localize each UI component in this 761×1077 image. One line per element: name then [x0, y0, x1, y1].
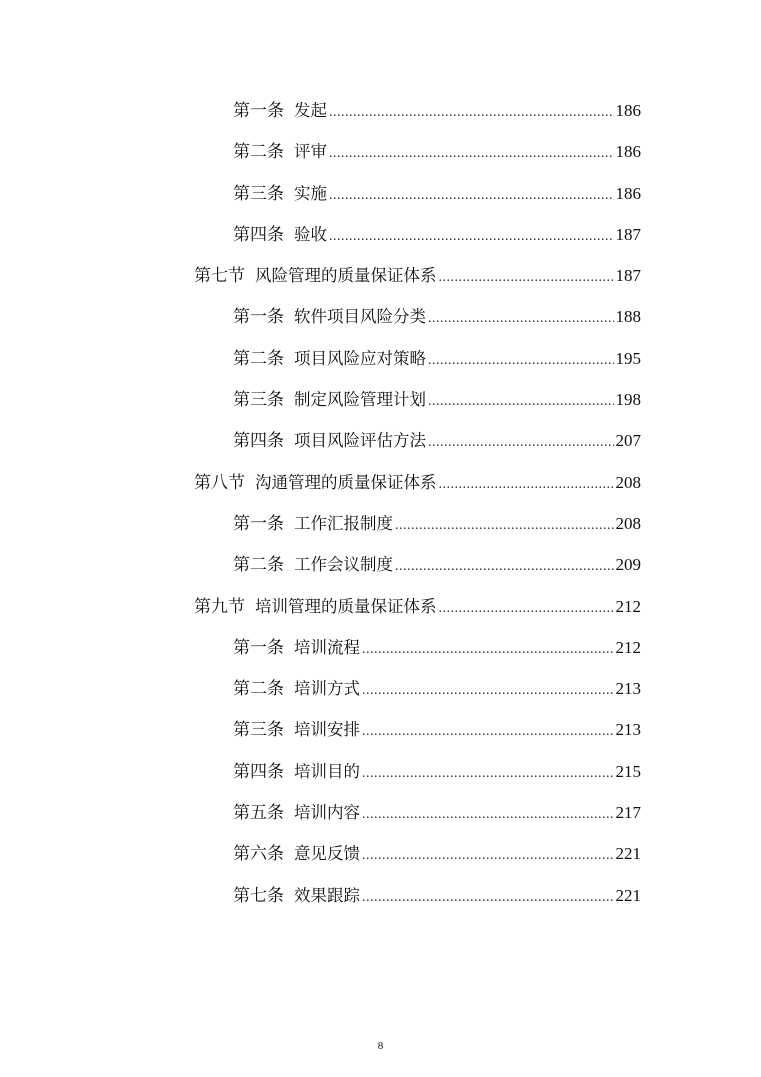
toc-entry-title: 培训目的: [294, 761, 360, 781]
toc-entry-page: 186: [615, 142, 641, 162]
toc-entry-title: 培训流程: [294, 637, 360, 657]
toc-leader-dots: [329, 175, 614, 216]
toc-leader-dots: [395, 546, 614, 587]
table-of-contents: [0, 90, 761, 916]
toc-entry-title: 效果跟踪: [294, 885, 360, 905]
toc-leader-dots: [362, 877, 614, 918]
toc-entry-page: 186: [615, 183, 641, 203]
toc-entry-page: 212: [615, 596, 641, 616]
toc-entry-page: 198: [615, 390, 641, 410]
toc-entry[interactable]: [0, 90, 761, 131]
toc-leader-dots: [362, 629, 614, 670]
toc-leader-dots: [329, 216, 614, 257]
toc-leader-dots: [362, 835, 614, 876]
toc-entry-title: 工作会议制度: [294, 555, 393, 575]
toc-entry-number: 第三条: [233, 390, 284, 411]
toc-leader-dots: [362, 670, 614, 711]
toc-entry-number: 第五条: [233, 803, 284, 824]
toc-entry[interactable]: [0, 586, 761, 627]
toc-entry-number: 第二条: [233, 679, 284, 700]
toc-entry-page: 195: [615, 348, 641, 368]
toc-entry-title: 项目风险应对策略: [294, 348, 426, 368]
toc-entry[interactable]: [0, 833, 761, 874]
toc-entry-number: 第九节: [194, 596, 245, 617]
toc-leader-dots: [439, 588, 614, 629]
toc-entry[interactable]: [0, 709, 761, 750]
toc-entry[interactable]: [0, 668, 761, 709]
toc-entry-number: 第二条: [233, 142, 284, 163]
toc-entry-title: 风险管理的质量保证体系: [255, 266, 437, 286]
page-number: 8: [377, 1040, 384, 1052]
toc-entry[interactable]: [0, 544, 761, 585]
toc-entry-page: 209: [615, 555, 641, 575]
toc-entry[interactable]: [0, 255, 761, 296]
toc-entry-number: 第一条: [233, 513, 284, 534]
toc-entry-page: 186: [615, 101, 641, 120]
toc-entry-title: 项目风险评估方法: [294, 431, 426, 451]
toc-entry-number: 第二条: [233, 555, 284, 576]
toc-leader-dots: [428, 298, 614, 339]
toc-entry-number: 第四条: [233, 761, 284, 782]
toc-leader-dots: [428, 422, 614, 463]
toc-entry[interactable]: [0, 462, 761, 503]
toc-entry-number: 第七节: [194, 266, 245, 287]
toc-entry-page: 187: [615, 266, 641, 286]
toc-entry-page: 213: [615, 720, 641, 740]
toc-entry-page: 221: [615, 885, 641, 905]
toc-entry[interactable]: [0, 296, 761, 337]
toc-entry-page: 212: [615, 637, 641, 657]
toc-entry-page: 221: [615, 844, 641, 864]
toc-entry[interactable]: [0, 792, 761, 833]
toc-entry[interactable]: [0, 338, 761, 379]
toc-entry-number: 第一条: [233, 637, 284, 658]
toc-leader-dots: [428, 340, 614, 381]
toc-entry-title: 意见反馈: [294, 844, 360, 864]
toc-entry[interactable]: [0, 379, 761, 420]
toc-entry[interactable]: [0, 627, 761, 668]
toc-entry-page: 187: [615, 224, 641, 244]
toc-entry-number: 第一条: [233, 101, 284, 121]
toc-entry-number: 第六条: [233, 844, 284, 865]
toc-entry-page: 213: [615, 679, 641, 699]
toc-entry-title: 软件项目风险分类: [294, 307, 426, 327]
toc-entry-number: 第八节: [194, 472, 245, 493]
toc-leader-dots: [395, 505, 614, 546]
toc-entry[interactable]: [0, 131, 761, 172]
toc-entry-number: 第一条: [233, 307, 284, 328]
toc-leader-dots: [428, 381, 614, 422]
toc-entry-title: 工作汇报制度: [294, 513, 393, 533]
toc-entry-title: 沟通管理的质量保证体系: [255, 472, 437, 492]
toc-entry-number: 第四条: [233, 431, 284, 452]
toc-entry[interactable]: [0, 420, 761, 461]
toc-leader-dots: [362, 794, 614, 835]
toc-entry-page: 207: [615, 431, 641, 451]
toc-entry-title: 培训安排: [294, 720, 360, 740]
toc-entry-title: 培训方式: [294, 679, 360, 699]
toc-leader-dots: [439, 464, 614, 505]
toc-entry-number: 第三条: [233, 720, 284, 741]
toc-entry-number: 第四条: [233, 224, 284, 245]
toc-entry-page: 188: [615, 307, 641, 327]
toc-leader-dots: [439, 257, 614, 298]
toc-entry-number: 第七条: [233, 885, 284, 906]
toc-entry-title: 评审: [294, 142, 327, 162]
toc-entry-title: 发起: [294, 101, 327, 120]
toc-entry[interactable]: [0, 875, 761, 916]
toc-leader-dots: [362, 753, 614, 794]
toc-entry-title: 培训内容: [294, 803, 360, 823]
toc-leader-dots: [329, 133, 614, 174]
toc-entry-number: 第二条: [233, 348, 284, 369]
toc-leader-dots: [362, 711, 614, 752]
toc-entry-page: 208: [615, 513, 641, 533]
toc-entry-page: 208: [615, 472, 641, 492]
toc-entry-page: 217: [615, 803, 641, 823]
toc-entry-title: 实施: [294, 183, 327, 203]
toc-entry-title: 验收: [294, 224, 327, 244]
toc-entry[interactable]: [0, 214, 761, 255]
toc-entry-number: 第三条: [233, 183, 284, 204]
toc-entry[interactable]: [0, 173, 761, 214]
toc-entry-title: 培训管理的质量保证体系: [255, 596, 437, 616]
toc-entry-title: 制定风险管理计划: [294, 390, 426, 410]
toc-entry-page: 215: [615, 761, 641, 781]
toc-entry[interactable]: [0, 503, 761, 544]
toc-entry[interactable]: [0, 751, 761, 792]
toc-leader-dots: [329, 92, 614, 133]
